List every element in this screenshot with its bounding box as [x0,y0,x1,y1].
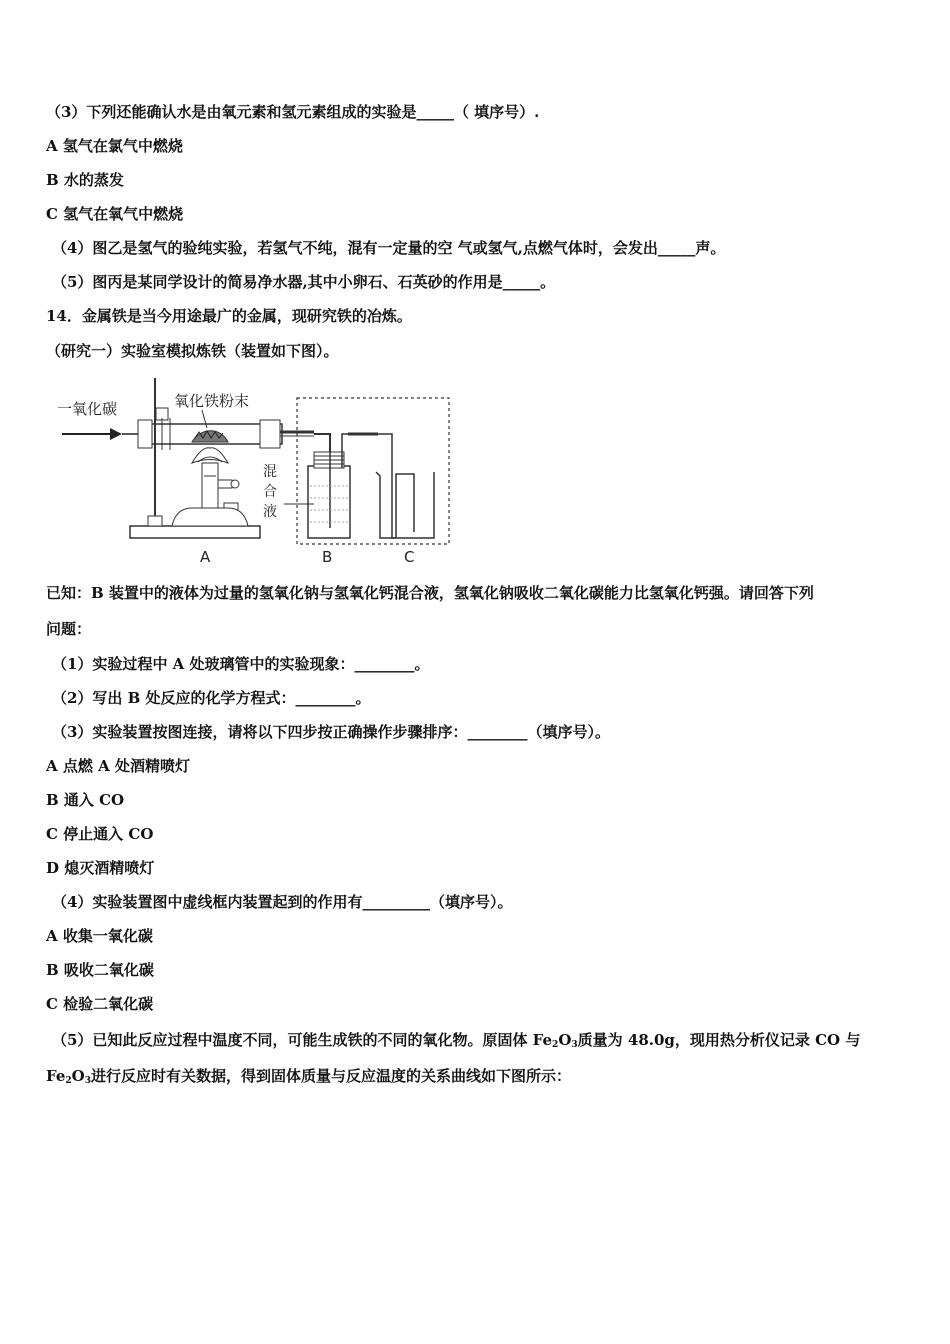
step-c: C 停止通入 CO [46,825,154,843]
flame [192,448,228,463]
question-3: （3）下列还能确认水是由氧元素和氢元素组成的实验是_____（ 填序号）. [46,103,540,121]
label-c: C [404,548,415,566]
subq-5: （5）已知此反应过程中温度不同，可能生成铁的不同的氧化物。原固体 $Fe_2O_3$质量为 48.0g，现用热分析仪记录 CO 与 [52,1031,861,1050]
subq-1: （1）实验过程中 A 处玻璃管中的实验现象：________。 [52,655,430,673]
option-b: B 水的蒸发 [46,171,124,189]
question-5: （5）图丙是某同学设计的简易净水器,其中小卵石、石英砂的作用是_____。 [52,273,556,291]
apparatus-figure [52,368,457,568]
research-one-heading: （研究一）实验室模拟炼铁（装置如下图）。 [46,342,339,360]
label-a: A [200,548,211,566]
spirit-burner [202,463,218,508]
subq-4-option-b: B 吸收二氧化碳 [46,961,154,979]
co-label: 一氧化碳 [57,400,118,418]
stand-base [130,526,260,538]
subq-5-cont: $Fe_2O_3$进行反应时有关数据，得到固体质量与反应温度的关系曲线如下图所示： [46,1067,571,1086]
subq-4: （4）实验装置图中虚线框内装置起到的作用有_________（填序号）。 [52,893,513,911]
mix-label-3: 液 [263,504,277,520]
step-d: D 熄灭酒精喷灯 [46,859,155,877]
mix-label-2: 合 [263,484,277,500]
question-14-title: 14．金属铁是当今用途最广的金属，现研究铁的冶炼。 [46,307,412,325]
bottle-b [308,466,350,538]
subq-4-option-a: A 收集一氧化碳 [46,927,153,945]
powder-label: 氧化铁粉末 [174,392,250,410]
step-b: B 通入 CO [46,791,125,809]
option-a: A 氢气在氯气中燃烧 [46,137,183,155]
label-b: B [322,548,333,566]
subq-3: （3）实验装置按图连接，请将以下四步按正确操作步骤排序：________（填序号）。 [52,723,610,741]
co-arrow-head [110,428,122,440]
known-info-cont: 问题： [46,620,92,638]
option-c: C 氢气在氧气中燃烧 [46,205,184,223]
step-a: A 点燃 A 处酒精喷灯 [46,757,190,775]
known-info: 已知：B 装置中的液体为过量的氢氧化钠与氢氧化钙混合液，氢氧化钠吸收二氧化碳能力比氢氧化钙强。请回答下列 [46,584,814,602]
subq-2: （2）写出 B 处反应的化学方程式：________。 [52,689,371,707]
beaker-c [376,472,434,538]
mix-label-1: 混 [263,464,277,480]
subq-4-option-c: C 检验二氧化碳 [46,995,154,1013]
question-4: （4）图乙是氢气的验纯实验，若氢气不纯，混有一定量的空 气或氢气,点燃气体时，会发出_____声。 [52,239,726,257]
